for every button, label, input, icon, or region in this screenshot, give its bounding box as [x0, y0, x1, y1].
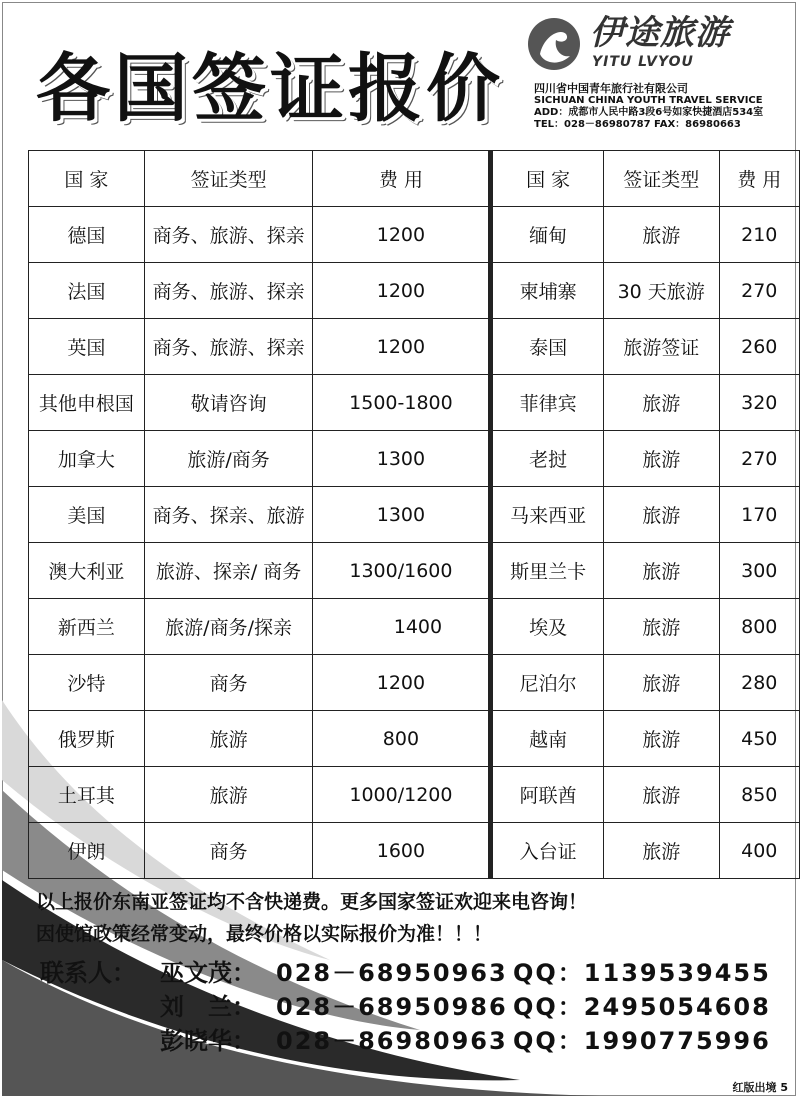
table-cell: 商务	[144, 823, 313, 879]
table-cell: 缅甸	[492, 207, 603, 263]
company-name-en: SICHUAN CHINA YOUTH TRAVEL SERVICE	[534, 95, 763, 106]
table-cell: 旅游/商务	[144, 431, 313, 487]
table-cell: 斯里兰卡	[492, 543, 603, 599]
table-header-cell: 国 家	[492, 151, 603, 207]
table-cell: 马来西亚	[492, 487, 603, 543]
table-cell: 旅游	[603, 767, 719, 823]
table-header-cell: 签证类型	[603, 151, 719, 207]
page-footer: 红版出境 5	[732, 1081, 788, 1094]
table-cell: 400	[719, 823, 800, 879]
table-cell: 旅游	[603, 823, 719, 879]
table-cell: 旅游	[603, 711, 719, 767]
table-cell: 300	[719, 543, 800, 599]
table-row	[29, 319, 800, 375]
table-cell: 旅游	[144, 711, 313, 767]
table-cell: 俄罗斯	[29, 711, 145, 767]
table-cell: 伊朗	[29, 823, 145, 879]
table-cell: 柬埔寨	[492, 263, 603, 319]
table-header-cell: 签证类型	[144, 151, 313, 207]
table-header-cell: 费 用	[719, 151, 800, 207]
table-cell: 新西兰	[29, 599, 145, 655]
page-title: 各国签证报价	[36, 46, 504, 132]
logo-english-name: YITU LVYOU	[592, 54, 694, 70]
table-cell: 旅游	[603, 599, 719, 655]
table-cell: 土耳其	[29, 767, 145, 823]
table-cell: 800	[313, 711, 490, 767]
table-cell: 1400	[313, 599, 490, 655]
table-cell: 商务、旅游、探亲	[144, 207, 313, 263]
table-row	[29, 711, 800, 767]
note-line: 以上报价东南亚签证均不含快递费。更多国家签证欢迎来电咨询！	[36, 891, 588, 913]
table-cell: 270	[719, 431, 800, 487]
table-cell: 商务、旅游、探亲	[144, 319, 313, 375]
table-cell: 1300/1600	[313, 543, 490, 599]
table-cell: 1000/1200	[313, 767, 490, 823]
table-cell: 850	[719, 767, 800, 823]
company-info	[534, 83, 763, 131]
table-cell: 埃及	[492, 599, 603, 655]
table-cell: 商务、旅游、探亲	[144, 263, 313, 319]
table-header-cell: 费 用	[313, 151, 490, 207]
table-row	[29, 431, 800, 487]
contact-name: 刘 兰：	[160, 993, 256, 1021]
table-cell: 商务	[144, 655, 313, 711]
table-header-row	[29, 151, 800, 207]
table-row	[29, 487, 800, 543]
table-cell: 旅游	[603, 375, 719, 431]
table-cell: 1200	[313, 655, 490, 711]
contact-qq: QQ：2495054608	[513, 993, 771, 1021]
table-row	[29, 599, 800, 655]
contact-name: 巫文茂：	[160, 959, 256, 987]
contact-phone: 028－68950963	[276, 959, 508, 987]
logo-chinese-name: 伊途旅游	[590, 13, 730, 53]
table-cell: 30 天旅游	[603, 263, 719, 319]
table-cell: 280	[719, 655, 800, 711]
visa-price-table	[28, 150, 800, 879]
table-row	[29, 375, 800, 431]
table-cell: 法国	[29, 263, 145, 319]
table-cell: 旅游	[603, 655, 719, 711]
table-cell: 旅游	[603, 431, 719, 487]
table-cell: 加拿大	[29, 431, 145, 487]
table-cell: 老挝	[492, 431, 603, 487]
company-address: ADD：成都市人民中路3段6号如家快捷酒店534室	[534, 107, 764, 118]
table-cell: 1300	[313, 487, 490, 543]
table-cell: 沙特	[29, 655, 145, 711]
table-cell: 旅游	[603, 487, 719, 543]
table-cell: 旅游	[603, 207, 719, 263]
table-cell: 260	[719, 319, 800, 375]
contact-phone: 028－68950986	[276, 993, 508, 1021]
table-cell: 入台证	[492, 823, 603, 879]
table-cell: 尼泊尔	[492, 655, 603, 711]
table-cell: 美国	[29, 487, 145, 543]
table-cell: 1200	[313, 319, 490, 375]
contact-qq: QQ：1990775996	[513, 1027, 771, 1055]
table-row	[29, 263, 800, 319]
table-header-cell: 国 家	[29, 151, 145, 207]
table-cell: 德国	[29, 207, 145, 263]
table-cell: 270	[719, 263, 800, 319]
table-cell: 旅游/商务/探亲	[144, 599, 313, 655]
contacts-label: 联系人：	[40, 959, 136, 987]
note-line: 因使馆政策经常变动，最终价格以实际报价为准！！！	[36, 923, 493, 945]
contact-phone: 028－86980963	[276, 1027, 508, 1055]
table-cell: 1500-1800	[313, 375, 490, 431]
company-contact: TEL：028－86980787 FAX：86980663	[534, 119, 741, 130]
table-cell: 澳大利亚	[29, 543, 145, 599]
table-cell: 其他申根国	[29, 375, 145, 431]
table-row	[29, 655, 800, 711]
table-cell: 210	[719, 207, 800, 263]
table-cell: 450	[719, 711, 800, 767]
table-cell: 泰国	[492, 319, 603, 375]
table-cell: 商务、探亲、旅游	[144, 487, 313, 543]
table-row	[29, 207, 800, 263]
table-cell: 170	[719, 487, 800, 543]
table-cell: 1200	[313, 263, 490, 319]
contact-qq: QQ：1139539455	[513, 959, 771, 987]
notes	[36, 886, 587, 950]
table-row	[29, 767, 800, 823]
table-cell: 旅游签证	[603, 319, 719, 375]
table-cell: 菲律宾	[492, 375, 603, 431]
table-cell: 800	[719, 599, 800, 655]
table-cell: 旅游	[603, 543, 719, 599]
table-cell: 旅游	[144, 767, 313, 823]
table-cell: 敬请咨询	[144, 375, 313, 431]
company-name-cn: 四川省中国青年旅行社有限公司	[534, 82, 688, 95]
table-cell: 320	[719, 375, 800, 431]
table-row	[29, 823, 800, 879]
table-cell: 越南	[492, 711, 603, 767]
table-cell: 1200	[313, 207, 490, 263]
table-cell: 1600	[313, 823, 490, 879]
table-cell: 阿联酋	[492, 767, 603, 823]
contact-name: 彭晓华：	[160, 1027, 256, 1055]
table-cell: 英国	[29, 319, 145, 375]
table-row	[29, 543, 800, 599]
swan-logo-icon	[526, 16, 582, 72]
table-cell: 1300	[313, 431, 490, 487]
table-cell: 旅游、探亲/ 商务	[144, 543, 313, 599]
